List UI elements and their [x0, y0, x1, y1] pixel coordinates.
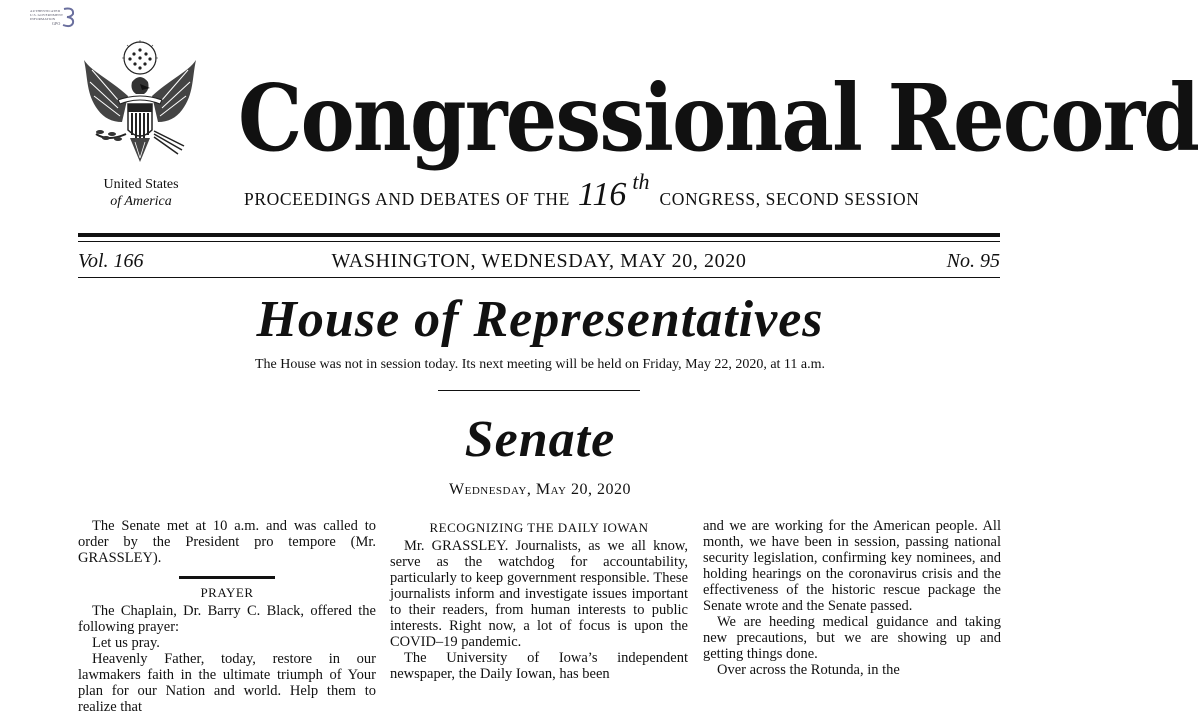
seal-caption: [80, 176, 202, 210]
issue-number: No. 95: [946, 250, 1000, 272]
senate-heading: Senate: [464, 411, 616, 468]
volume-number: Vol. 166: [78, 250, 144, 272]
let-us-pray: Let us pray.: [92, 635, 160, 651]
badge-line-1: AUTHENTICATED: [30, 9, 61, 13]
column-2: [390, 518, 688, 682]
daily-iowan-heading: RECOGNIZING THE DAILY IOWAN: [429, 520, 649, 535]
seal-caption-line-1: United States: [103, 177, 179, 192]
badge-line-3: INFORMATION: [30, 17, 56, 21]
subtitle-suffix: CONGRESS, SECOND SESSION: [659, 189, 920, 209]
senate-date: Wednesday, May 20, 2020: [449, 481, 631, 498]
congress-number: 116: [577, 176, 627, 213]
column-3: [703, 518, 1001, 678]
congress-suffix: th: [632, 169, 650, 194]
house-heading: House of Representatives: [256, 291, 824, 348]
rotunda-paragraph: Over across the Rotunda, in the: [717, 662, 900, 678]
masthead-title: Congressional Record: [238, 64, 1198, 172]
masthead-thick-rule: [78, 233, 1000, 237]
subtitle-prefix: PROCEEDINGS AND DEBATES OF THE: [244, 189, 570, 209]
daily-iowan-paragraph: The University of Iowa’s independent newspaper, the Daily Iowan, has been: [390, 650, 688, 682]
prayer-divider: [179, 576, 275, 579]
grassley-paragraph: Mr. GRASSLEY. Journalists, as we all know, serve as the watchdog for accountability, particularly to keep government responsible. These journalists inform and investigate issues important to their readers, from human interests to public interests. Right now, a lot of focus is upon the COVID–19 pandemic.: [390, 538, 688, 650]
badge-line-2: U.S. GOVERNMENT: [30, 13, 64, 17]
prayer-text: Heavenly Father, today, restore in our lawmakers faith in the ultimate triumph of Your plan for our Nation and world. Help them to realize that: [78, 651, 376, 715]
dateline-bottom-rule: [78, 277, 1000, 278]
dateline: [78, 248, 1000, 274]
house-session-note: The House was not in session today. Its next meeting will be held on Friday, May 22, 2020, at 11 a.m.: [254, 357, 826, 372]
issue-date: WASHINGTON, WEDNESDAY, MAY 20, 2020: [331, 250, 747, 272]
gpo-emblem-icon: [60, 6, 78, 28]
column-1: [78, 518, 376, 715]
section-divider: [438, 390, 640, 391]
chaplain-paragraph: The Chaplain, Dr. Barry C. Black, offered the following prayer:: [78, 603, 376, 635]
senate-work-paragraph: and we are working for the American people. All month, we have been in session, passing national security legislation, confirming key nominees, and holding hearings on the coronavirus crisis and the effectiveness of the historic rescue package the Senate wrote and the Senate passed.: [703, 518, 1001, 614]
prayer-heading: PRAYER: [200, 585, 254, 600]
great-seal-icon: [78, 38, 202, 170]
seal-caption-line-2: of America: [110, 194, 172, 209]
masthead-thin-rule: [78, 241, 1000, 242]
precautions-paragraph: We are heeding medical guidance and taking new precautions, but we are showing up and getting things done.: [703, 614, 1001, 662]
masthead-subtitle: [244, 169, 1004, 220]
gpo-authentication-badge: [30, 6, 78, 30]
opening-paragraph: The Senate met at 10 a.m. and was called to order by the President pro tempore (Mr. GRASSLEY).: [78, 518, 376, 566]
badge-line-4: GPO: [52, 21, 61, 26]
